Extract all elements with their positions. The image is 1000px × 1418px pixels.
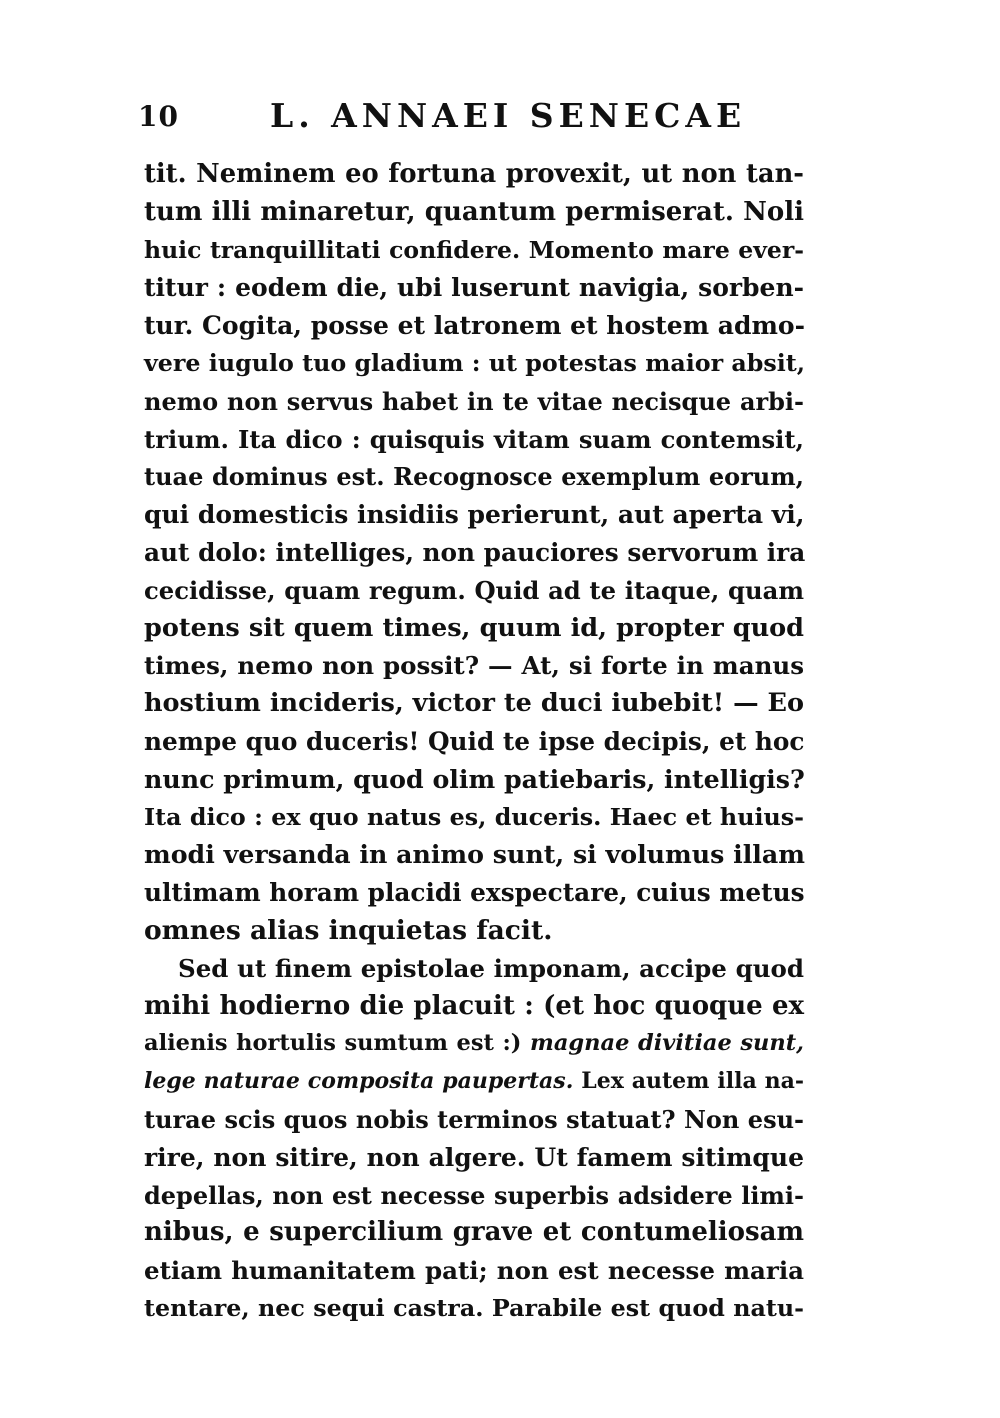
text-line-with-quotation: lege naturae composita paupertas. Lex autem illa na- <box>144 1068 804 1095</box>
text-line: turae scis quos nobis terminos statuat? Non esu- <box>144 1104 804 1134</box>
text-line: titur : eodem die, ubi luserunt navigia, sorben- <box>144 273 804 303</box>
text-line: tuae dominus est. Recognosce exemplum eorum, <box>144 462 804 492</box>
text-line: rire, non sitire, non algere. Ut famem sitimque <box>144 1142 804 1172</box>
text-line: aut dolo: intelliges, non pauciores servorum ira <box>144 537 806 567</box>
italic-quotation: magnae divitiae sunt, <box>530 1030 804 1057</box>
text-line: nunc primum, quod olim patiebaris, intelligis? <box>144 763 805 794</box>
body-text <box>144 156 804 1328</box>
paragraph-start-line: Sed ut finem epistolae imponam, accipe quod <box>178 953 804 983</box>
text-line: mihi hodierno die placuit : (et hoc quoque ex <box>144 990 804 1021</box>
text-line: hostium incideris, victor te duci iubebit! — Eo <box>144 688 804 719</box>
text-line: times, nemo non possit? — At, si forte in manus <box>144 651 804 681</box>
text-line: qui domesticis insidiis perierunt, aut aperta vi, <box>144 500 805 530</box>
paragraph-end-line: omnes alias inquietas facit. <box>144 914 553 946</box>
italic-quotation: lege naturae composita paupertas. <box>144 1068 574 1095</box>
text-line: tum illi minaretur, quantum permiserat. Noli <box>144 196 804 227</box>
text-line: depellas, non est necesse superbis adsidere limi- <box>144 1180 804 1210</box>
text-line-with-quotation: alienis hortulis sumtum est :) magnae divitiae sunt, <box>144 1030 804 1057</box>
text-line: huic tranquillitati confidere. Momento mare ever- <box>144 235 804 264</box>
text-line: vere iugulo tuo gladium : ut potestas maior absit, <box>144 348 805 377</box>
text-line: potens sit quem times, quum id, propter quod <box>144 612 804 643</box>
text-line: tur. Cogita, posse et latronem et hostem admo- <box>144 311 805 341</box>
text-line: etiam humanitatem pati; non est necesse maria <box>144 1256 804 1286</box>
text-line: nempe quo duceris! Quid te ipse decipis, et hoc <box>144 726 805 756</box>
text-line: Ita dico : ex quo natus es, duceris. Haec et huius- <box>144 802 804 831</box>
text-line: modi versanda in animo sunt, si volumus illam <box>144 839 805 870</box>
page-number: 10 <box>138 100 179 133</box>
text-line: tentare, nec sequi castra. Parabile est quod natu- <box>144 1293 804 1322</box>
text-line: nibus, e supercilium grave et contumeliosam <box>144 1217 804 1248</box>
text-line: trium. Ita dico : quisquis vitam suam contemsit, <box>144 424 804 454</box>
text-line: cecidisse, quam regum. Quid ad te itaque, quam <box>144 575 804 605</box>
text-line: nemo non servus habet in te vitae necisque arbi- <box>144 386 804 416</box>
page-header <box>132 92 852 136</box>
text-line: ultimam horam placidi exspectare, cuius metus <box>144 878 805 908</box>
text-line: tit. Neminem eo fortuna provexit, ut non tan- <box>144 159 804 189</box>
running-title: L. ANNAEI SENECAE <box>270 96 747 135</box>
